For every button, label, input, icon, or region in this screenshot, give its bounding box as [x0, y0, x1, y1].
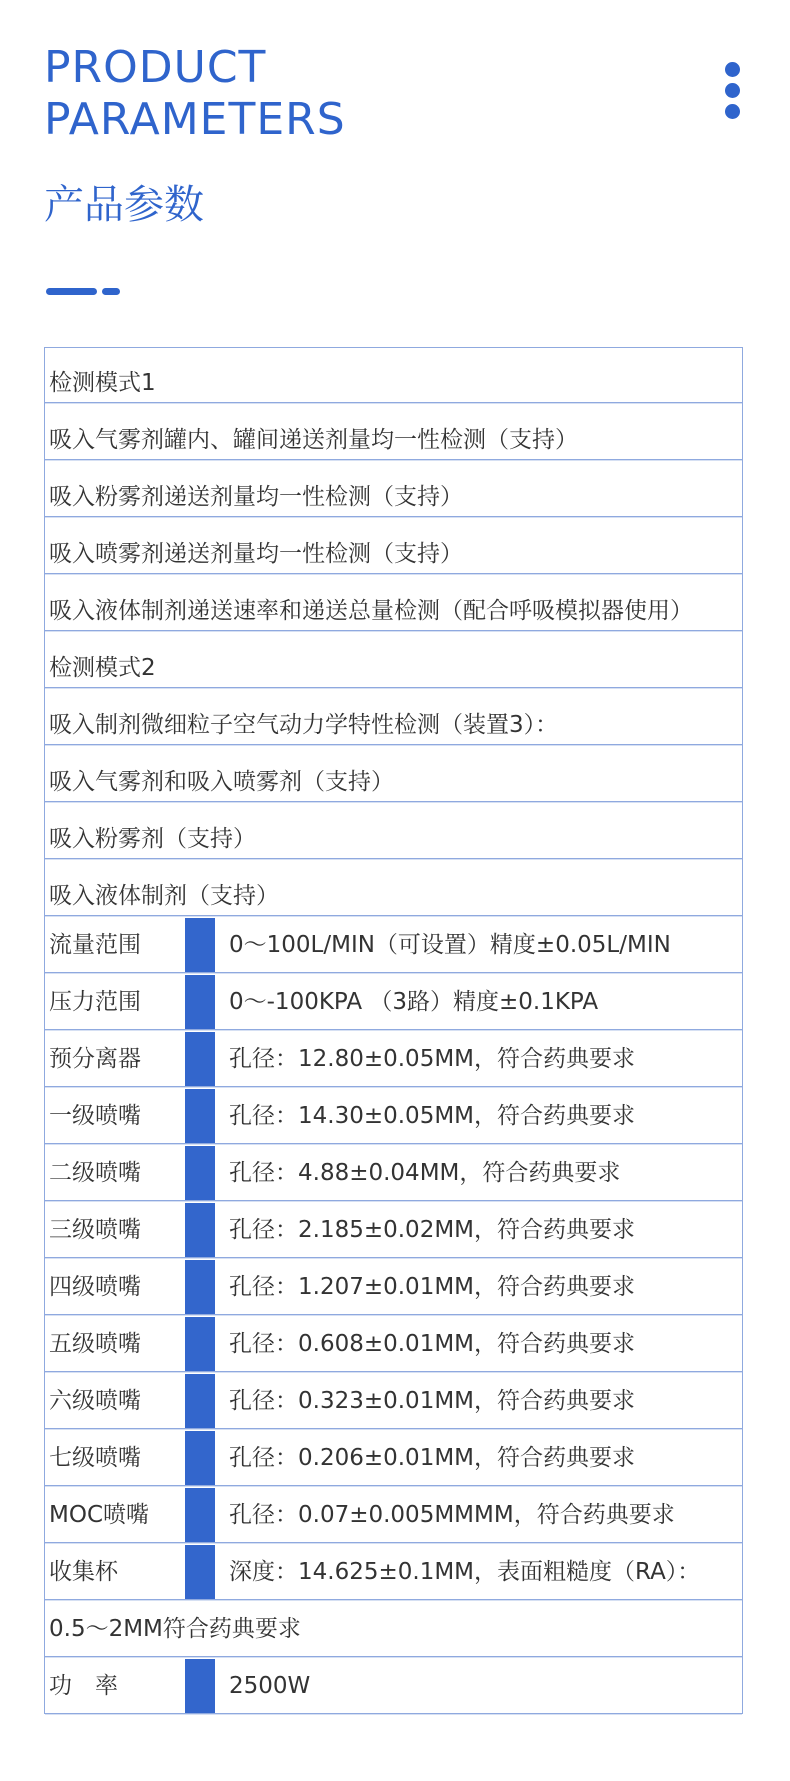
- menu-dot: [725, 83, 740, 98]
- row-marker: [185, 1545, 215, 1599]
- row-text: 吸入液体制剂（支持）: [49, 883, 279, 909]
- param-label: 一级喷嘴: [49, 1103, 141, 1129]
- table-row-param: [45, 1203, 742, 1258]
- continuation-text: 0.5～2MM符合药典要求: [49, 1616, 301, 1642]
- param-label: 功 率: [49, 1673, 118, 1699]
- row-marker: [185, 918, 215, 972]
- table-row-param: [45, 975, 742, 1030]
- table-row-param: [45, 1659, 742, 1714]
- param-label: 流量范围: [49, 932, 141, 958]
- menu-dot: [725, 104, 740, 119]
- more-menu-icon[interactable]: [721, 62, 743, 128]
- param-value: 孔径：4.88±0.04MM，符合药典要求: [229, 1160, 621, 1186]
- param-label: 压力范围: [49, 989, 141, 1015]
- table-row-continuation: [45, 1602, 742, 1657]
- row-marker: [185, 1032, 215, 1086]
- accent-bar-short: [102, 288, 120, 295]
- param-value: 深度：14.625±0.1MM，表面粗糙度（RA）：: [229, 1559, 701, 1585]
- page-title-en: [44, 42, 346, 146]
- row-marker: [185, 1488, 215, 1542]
- table-row-full: [45, 519, 742, 574]
- table-row-param: [45, 1374, 742, 1429]
- param-value: 0～-100KPA （3路）精度±0.1KPA: [229, 989, 599, 1015]
- table-row-full: [45, 747, 742, 802]
- table-row-param: [45, 1089, 742, 1144]
- row-marker: [185, 1089, 215, 1143]
- row-text: 吸入气雾剂和吸入喷雾剂（支持）: [49, 769, 394, 795]
- param-value: 孔径：0.608±0.01MM，符合药典要求: [229, 1331, 636, 1357]
- title-accent-divider: [46, 288, 120, 295]
- row-marker: [185, 1260, 215, 1314]
- row-text: 检测模式1: [49, 370, 156, 396]
- param-value: 孔径：0.206±0.01MM，符合药典要求: [229, 1445, 636, 1471]
- table-row-param: [45, 1545, 742, 1600]
- table-row-param: [45, 918, 742, 973]
- param-label: 收集杯: [49, 1559, 118, 1585]
- row-marker: [185, 1146, 215, 1200]
- param-label: 预分离器: [49, 1046, 141, 1072]
- table-row-full: [45, 576, 742, 631]
- row-marker: [185, 975, 215, 1029]
- table-row-full: [45, 804, 742, 859]
- row-text: 吸入气雾剂罐内、罐间递送剂量均一性检测（支持）: [49, 427, 578, 453]
- accent-bar-long: [46, 288, 97, 295]
- menu-dot: [725, 62, 740, 77]
- row-marker: [185, 1317, 215, 1371]
- param-label: 三级喷嘴: [49, 1217, 141, 1243]
- param-label: 四级喷嘴: [49, 1274, 141, 1300]
- row-text: 检测模式2: [49, 655, 156, 681]
- row-text: 吸入制剂微细粒子空气动力学特性检测（装置3）：: [49, 712, 559, 738]
- row-marker: [185, 1431, 215, 1485]
- param-label: 五级喷嘴: [49, 1331, 141, 1357]
- param-label: 六级喷嘴: [49, 1388, 141, 1414]
- param-label: 二级喷嘴: [49, 1160, 141, 1186]
- row-text: 吸入喷雾剂递送剂量均一性检测（支持）: [49, 541, 463, 567]
- param-value: 2500W: [229, 1673, 311, 1699]
- param-value: 孔径：0.323±0.01MM，符合药典要求: [229, 1388, 636, 1414]
- row-text: 吸入粉雾剂递送剂量均一性检测（支持）: [49, 484, 463, 510]
- table-row-full: [45, 690, 742, 745]
- table-row-param: [45, 1431, 742, 1486]
- param-value: 0～100L/MIN（可设置）精度±0.05L/MIN: [229, 932, 671, 958]
- title-en-line2: PARAMETERS: [44, 94, 346, 145]
- param-value: 孔径：1.207±0.01MM，符合药典要求: [229, 1274, 636, 1300]
- parameters-table: [44, 347, 743, 1714]
- title-en-line1: PRODUCT: [44, 42, 267, 93]
- table-row-param: [45, 1032, 742, 1087]
- row-text: 吸入粉雾剂（支持）: [49, 826, 256, 852]
- param-value: 孔径：0.07±0.005MMMM，符合药典要求: [229, 1502, 675, 1528]
- page-title-cn: 产品参数: [44, 182, 204, 228]
- table-row-full: [45, 348, 742, 403]
- table-row-full: [45, 861, 742, 916]
- param-value: 孔径：12.80±0.05MM，符合药典要求: [229, 1046, 636, 1072]
- row-marker: [185, 1659, 215, 1713]
- row-text: 吸入液体制剂递送速率和递送总量检测（配合呼吸模拟器使用）: [49, 598, 693, 624]
- table-row-full: [45, 405, 742, 460]
- row-marker: [185, 1203, 215, 1257]
- table-row-full: [45, 462, 742, 517]
- param-value: 孔径：2.185±0.02MM，符合药典要求: [229, 1217, 636, 1243]
- param-value: 孔径：14.30±0.05MM，符合药典要求: [229, 1103, 636, 1129]
- table-row-param: [45, 1146, 742, 1201]
- table-row-param: [45, 1317, 742, 1372]
- table-row-param: [45, 1260, 742, 1315]
- table-row-param: [45, 1488, 742, 1543]
- row-marker: [185, 1374, 215, 1428]
- table-row-full: [45, 633, 742, 688]
- param-label: 七级喷嘴: [49, 1445, 141, 1471]
- param-label: MOC喷嘴: [49, 1502, 150, 1528]
